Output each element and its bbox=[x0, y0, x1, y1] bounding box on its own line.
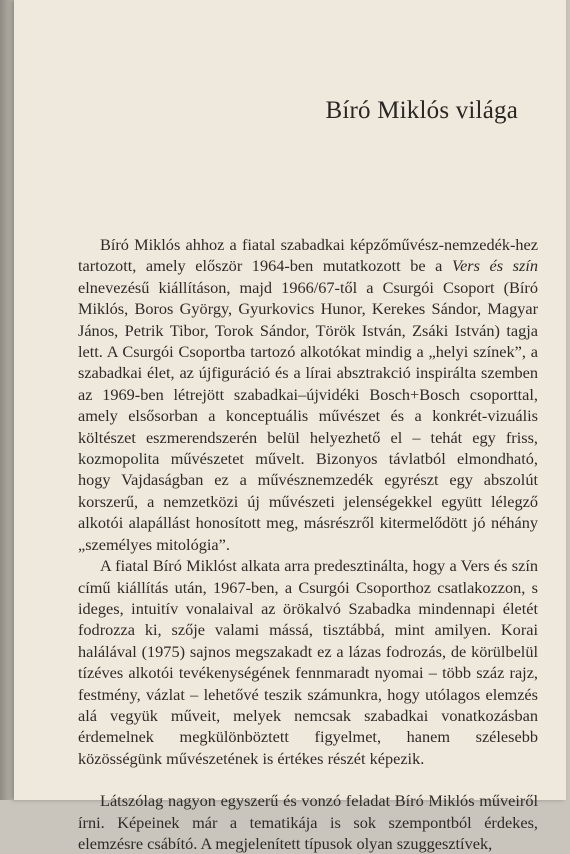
paragraph-1-text-before: Bíró Miklós ahhoz a fiatal szabadkai képzőművész-nemzedék-hez tartozott, amely először 1964-ben mutatkozott be a bbox=[78, 235, 538, 276]
chapter-title: Bíró Miklós világa bbox=[325, 97, 518, 124]
body-text bbox=[78, 234, 538, 854]
page-binding-shadow bbox=[0, 0, 14, 800]
paragraph-2-text: A fiatal Bíró Miklóst alkata arra predesztinálta, hogy a Vers és szín című kiállítás után, 1967-ben, a Csurgói Csoporthoz csatlakozzon, s ideges, intuitív vonalaival az örökalvó Szabadka mindennapi életét fodrozza ki, szője valami mássá, tisztábbá, mint amilyen. Korai halálával (1975) sajnos megszakadt ez a lázas fodrozás, de körülbelül tízéves alkotói tevékenységének fennmaradt nyomai – több száz rajz, festmény, vázlat – lehetővé teszik számunkra, hogy utólagos elemzés alá vegyük műveit, melyek nemcsak szabadkai vonatkozásban érdemelnek megkülönböztett figyelmet, hanem szélesebb közösségünk művészetének is értékes részét képezik. bbox=[78, 556, 538, 768]
paragraph-2 bbox=[78, 555, 538, 769]
paragraph-1 bbox=[78, 234, 538, 555]
paragraph-1-text-after: elnevezésű kiállításon, majd 1966/67-től a Csurgói Csoport (Bíró Miklós, Boros György, Gyurkovics Hunor, Kerekes Sándor, Magyar János, Petrik Tibor, Torok Sándor, Török István, Zsáki István) tagja lett. A Csurgói Csoportba tartozó alkotókat mindig a „helyi színek”, a szabadkai élet, az újfiguráció és a lírai absztrakció inspirálta szemben az 1969-ben létrejött szabadkai–újvidéki Bosch+Bosch csoporttal, amely elsősorban a konceptuális művészet és a konkrét-vizuális költészet eszmerendszerén belül helyezhető el – tehát egy friss, kozmopolita művészetet művelt. Bizonyos távlatból elmondható, hogy Vajdaságban ez a művésznemzedék egyrészt egy abszolút korszerű, a nemzetközi új művészeti jelenségekkel együtt lélegző alkotói alapállást honosított meg, másrészről kitermelődött jó néhány „személyes mitológia”. bbox=[78, 277, 538, 554]
paragraph-1-italic-title: Vers és szín bbox=[451, 256, 539, 276]
book-page bbox=[14, 0, 566, 853]
paragraph-3-text: Látszólag nagyon egyszerű és vonzó feladat Bíró Miklós műveiről írni. Képeinek már a tematikája is sok szempontból érdekes, elemzésre csábító. A megjelenített típusok olyan szuggesztívek, bbox=[78, 791, 538, 853]
